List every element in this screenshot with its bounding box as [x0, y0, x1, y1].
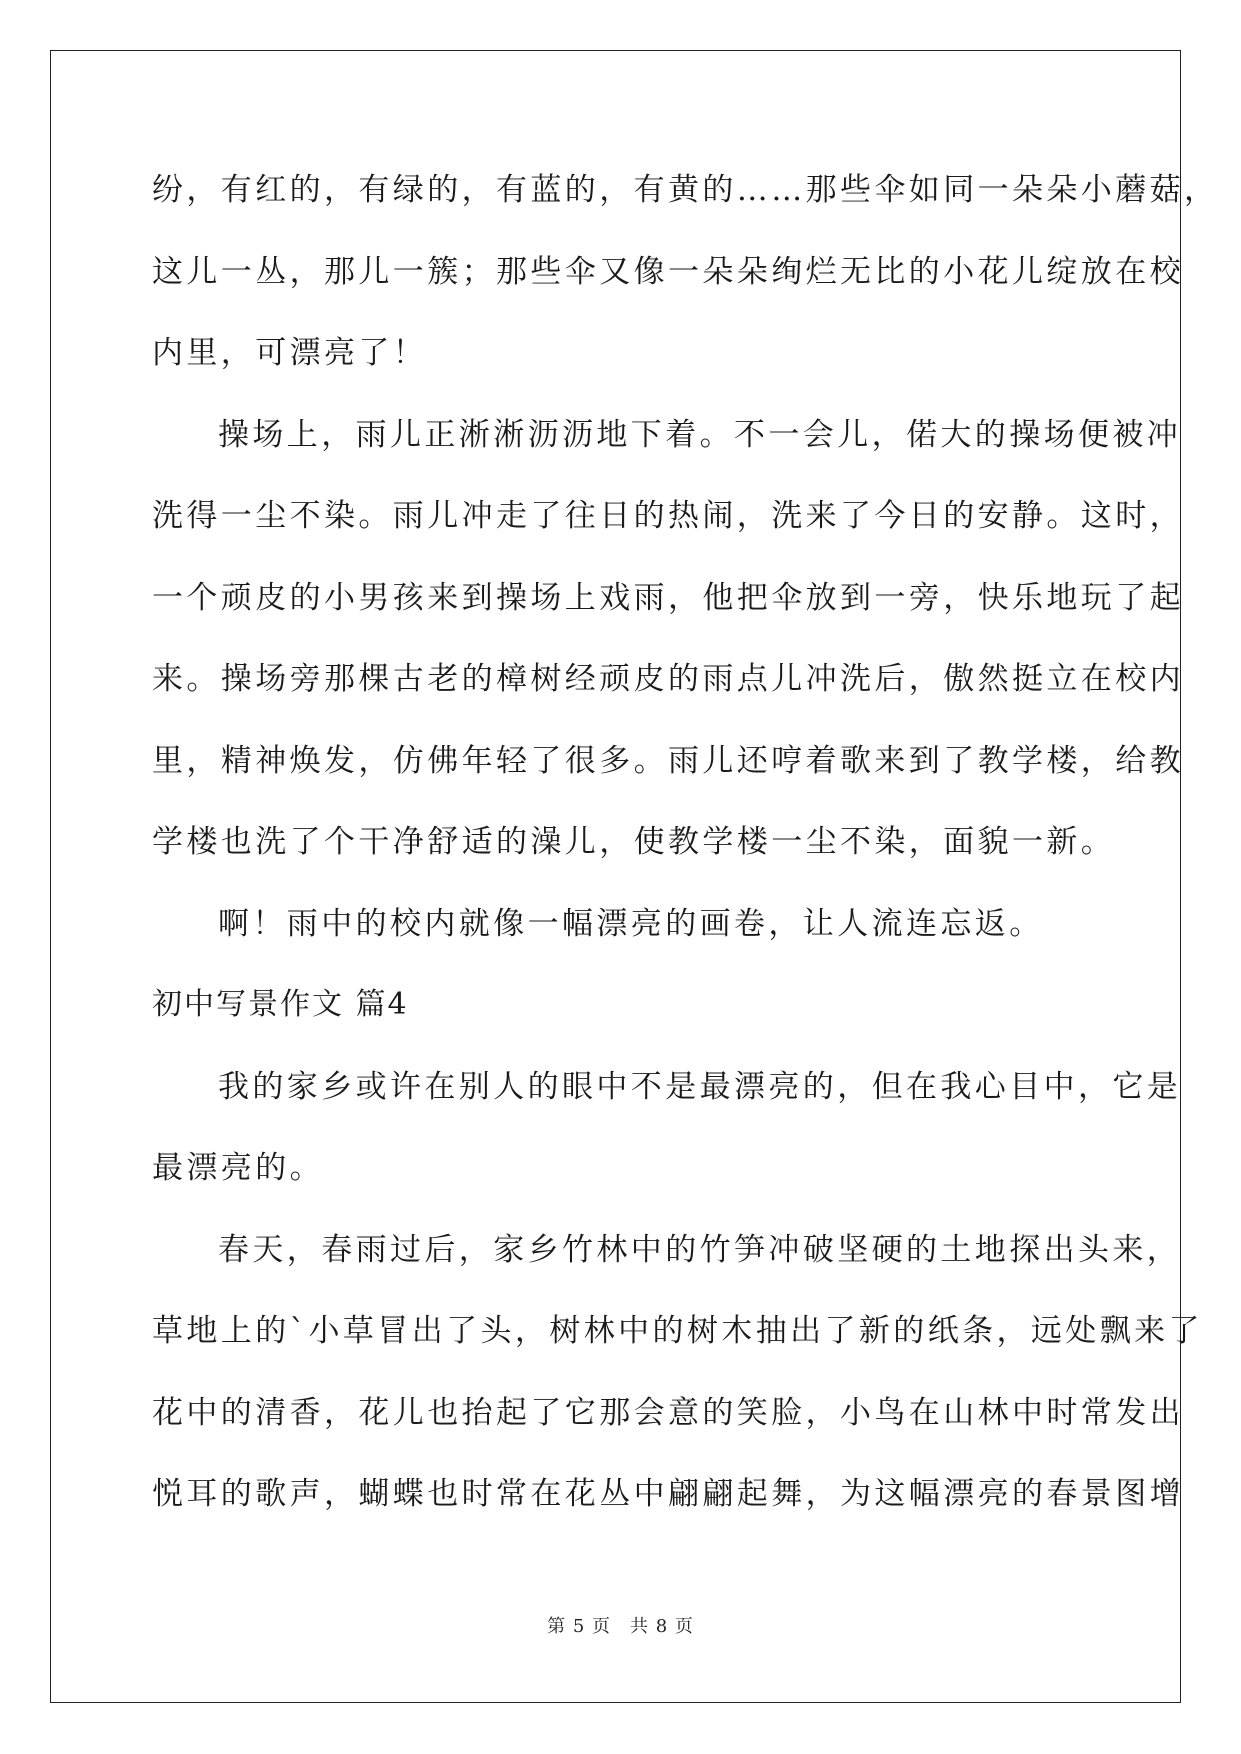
text-line: 花中的清香，花儿也抬起了它那会意的笑脸，小鸟在山林中时常发出 [152, 1394, 1184, 1431]
text-line: 里，精神焕发，仿佛年轻了很多。雨儿还哼着歌来到了教学楼，给教 [152, 742, 1184, 779]
text-line: 最漂亮的。 [152, 1150, 324, 1186]
paragraph-start-line: 我的家乡或许在别人的眼中不是最漂亮的，但在我心目中，它是 [218, 1068, 1182, 1105]
paragraph-start-line: 啊！雨中的校内就像一幅漂亮的画卷，让人流连忘返。 [218, 905, 1044, 942]
text-line: 洗得一尘不染。雨儿冲走了往日的热闹，洗来了今日的安静。这时， [152, 498, 1184, 534]
text-line: 学楼也洗了个干净舒适的澡儿，使教学楼一尘不染，面貌一新。 [152, 824, 1116, 860]
text-line: 来。操场旁那棵古老的樟树经顽皮的雨点儿冲洗后，傲然挺立在校内 [152, 661, 1184, 697]
text-line: 内里，可漂亮了！ [152, 335, 428, 371]
paragraph-start-line: 春天，春雨过后，家乡竹林中的竹笋冲破坚硬的土地探出头来， [218, 1231, 1182, 1268]
text-line: 纷，有红的，有绿的，有蓝的，有黄的……那些伞如同一朵朵小蘑菇， [152, 172, 1219, 208]
text-line: 这儿一丛，那儿一簇；那些伞又像一朵朵绚烂无比的小花儿绽放在校 [152, 253, 1184, 290]
text-line: 一个顽皮的小男孩来到操场上戏雨，他把伞放到一旁，快乐地玩了起 [152, 579, 1184, 616]
document-body [152, 162, 1219, 1548]
section-heading: 初中写景作文 篇4 [152, 987, 409, 1022]
text-line: 草地上的`小草冒出了头，树林中的树木抽出了新的纸条，远处飘来了 [152, 1313, 1203, 1349]
text-line: 悦耳的歌声，蝴蝶也时常在花丛中翩翩起舞，为这幅漂亮的春景图增 [152, 1476, 1184, 1512]
page-number-footer: 第 5 页 共 8 页 [547, 1616, 694, 1637]
paragraph-start-line: 操场上，雨儿正淅淅沥沥地下着。不一会儿，偌大的操场便被冲 [218, 416, 1182, 453]
